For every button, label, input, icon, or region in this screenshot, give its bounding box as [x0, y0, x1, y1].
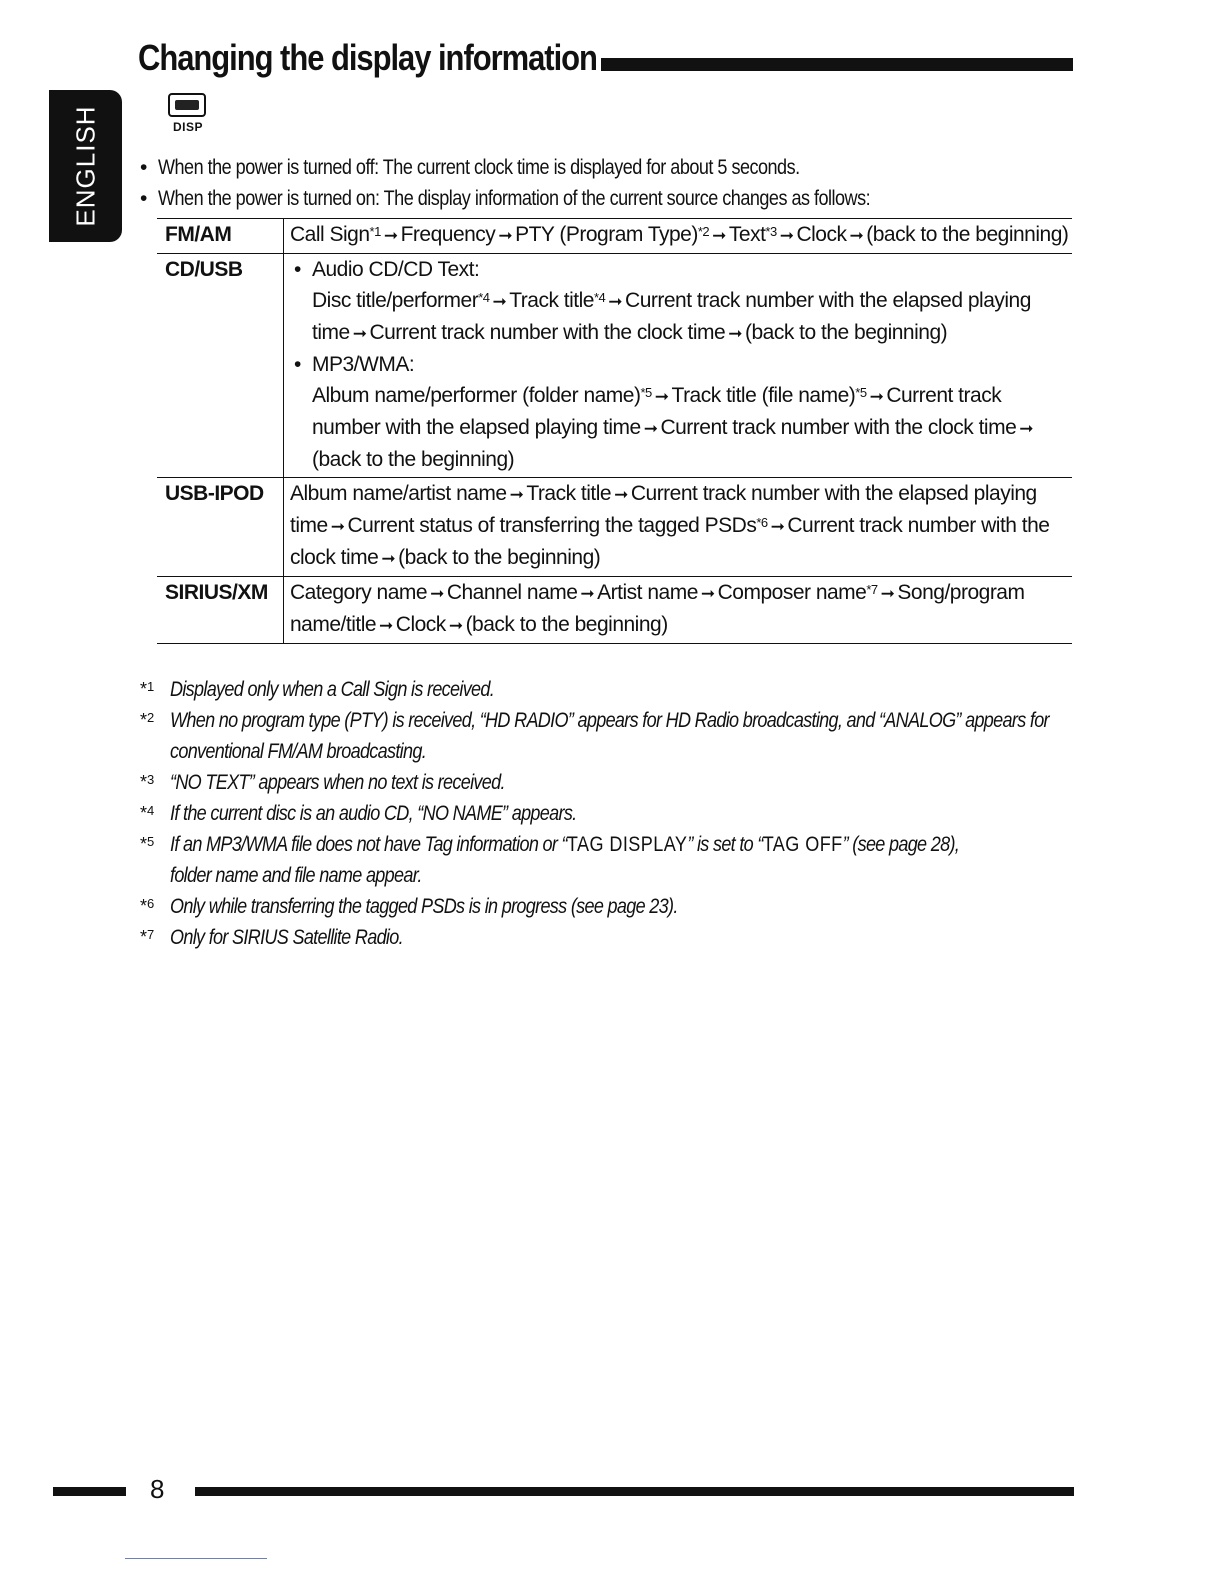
page-number: 8 — [150, 1474, 165, 1504]
sub-sequence — [290, 380, 1072, 475]
language-tab — [49, 90, 122, 242]
arrow-icon: ➞ — [869, 387, 884, 406]
page-title-row — [138, 36, 1073, 80]
footnote-text: Only for SIRIUS Satellite Radio. — [170, 926, 403, 949]
footnote-mark: *$^3$ — [140, 772, 155, 792]
footnote-ref: *6 — [756, 515, 768, 530]
display-sequence-table — [157, 218, 1072, 644]
display-text: TAG OFF — [762, 833, 843, 856]
seq-item: Clock — [395, 613, 446, 636]
footnote-ref: *1 — [369, 224, 381, 239]
arrow-icon: ➞ — [728, 324, 742, 343]
arrow-icon: ➞ — [498, 226, 513, 245]
footer-hairline — [125, 1558, 267, 1559]
footnote-ref: *5 — [640, 385, 652, 400]
arrow-icon: ➞ — [430, 584, 444, 603]
seq-item: Current status of transferring the tagged PSDs — [347, 514, 757, 537]
seq-item: Current track number with the clock time — [369, 321, 726, 344]
seq-item: (back to the beginning) — [866, 223, 1069, 246]
arrow-icon: ➞ — [448, 616, 463, 635]
footnote-mark: *$^4$ — [140, 803, 155, 823]
arrow-icon: ➞ — [643, 419, 658, 438]
source-label: USB-IPOD — [157, 478, 284, 577]
table-row — [157, 254, 1072, 478]
seq-item: Frequency — [400, 223, 496, 246]
sub-heading: • Audio CD/CD Text: — [290, 254, 1072, 285]
footer-rule-left — [53, 1487, 126, 1496]
footnote — [140, 829, 1080, 891]
footnote-text: “NO TEXT” appears when no text is received. — [170, 771, 505, 794]
disp-button-illustration — [168, 93, 208, 134]
seq-item: Channel name — [446, 581, 578, 604]
seq-item: (back to the beginning) — [312, 448, 515, 471]
seq-item: Album name/artist name — [290, 482, 507, 505]
bullet-text: When the power is turned off: The current clock time is displayed for about 5 seconds. — [158, 156, 800, 179]
source-label: CD/USB — [157, 254, 284, 478]
footnote-text: When no program type (PTY) is received, “HD RADIO” appears for HD Radio broadcasting, and “ANALOG” appears for — [170, 709, 1049, 732]
seq-item: Call Sign — [290, 223, 370, 246]
arrow-icon: ➞ — [849, 226, 864, 245]
seq-item: Text — [728, 223, 766, 246]
arrow-icon: ➞ — [712, 226, 726, 245]
arrow-icon: ➞ — [509, 485, 524, 504]
bullet-item — [138, 152, 1088, 183]
language-tab-label: ENGLISH — [70, 105, 100, 227]
footnote-mark: *$^1$ — [140, 679, 155, 699]
arrow-icon: ➞ — [381, 549, 396, 568]
seq-item: Track title — [526, 482, 612, 505]
sequence-description — [284, 219, 1073, 254]
page-title: Changing the display information — [138, 37, 597, 78]
footnote-text: Only while transferring the tagged PSDs is in progress (see page 23). — [170, 895, 678, 918]
source-label: FM/AM — [157, 219, 284, 254]
intro-bullets — [138, 152, 1088, 214]
footnote-mark: *$^7$ — [140, 927, 155, 947]
arrow-icon: ➞ — [880, 584, 895, 603]
sub-sequence — [290, 285, 1072, 349]
seq-item: (back to the beginning) — [744, 321, 948, 344]
footnote-mark: *$^6$ — [140, 896, 155, 916]
seq-item: Artist name — [597, 581, 698, 604]
arrow-icon: ➞ — [608, 292, 623, 311]
table-row — [157, 219, 1072, 254]
footnote-text-cont: folder name and file name appear. — [170, 864, 422, 887]
seq-item: Disc title/performer — [312, 289, 479, 312]
footnote-ref: *4 — [478, 290, 490, 305]
arrow-icon: ➞ — [614, 485, 628, 504]
arrow-icon: ➞ — [779, 226, 794, 245]
sequence-description — [284, 254, 1073, 478]
footnote-ref: *4 — [593, 290, 606, 305]
footnotes — [140, 674, 1080, 953]
seq-item: Album name/performer (folder name) — [312, 384, 641, 407]
arrow-icon: ➞ — [379, 616, 393, 635]
title-rule — [601, 58, 1073, 71]
seq-item: Current track number with the clock time — [290, 514, 1050, 569]
footnote-text: If the current disc is an audio CD, “NO NAME” appears. — [170, 802, 577, 825]
arrow-icon: ➞ — [383, 226, 398, 245]
footnote — [140, 922, 1080, 953]
seq-item: Category name — [290, 581, 428, 604]
seq-item: Song/program name/title — [290, 581, 1025, 636]
arrow-icon: ➞ — [700, 584, 715, 603]
footer-rule-right — [195, 1487, 1074, 1496]
seq-item: (back to the beginning) — [465, 613, 668, 636]
disp-button-label: DISP — [173, 120, 204, 134]
seq-item: Current track number with the elapsed playing time — [312, 384, 1002, 439]
table-row — [157, 577, 1072, 644]
bullet-text: When the power is turned on: The display information of the current source changes as follows: — [158, 187, 871, 210]
seq-item: Current track number with the clock time — [660, 416, 1017, 439]
arrow-icon: ➞ — [492, 292, 507, 311]
seq-item: Current track number with the elapsed playing time — [290, 482, 1037, 537]
footnote-mark: *$^5$ — [140, 834, 155, 854]
footnote-text-cont: conventional FM/AM broadcasting. — [170, 740, 427, 763]
sequence-description — [284, 577, 1073, 644]
arrow-icon: ➞ — [654, 387, 669, 406]
footnote-text: Displayed only when a Call Sign is received. — [170, 678, 495, 701]
seq-item: Current track number with the elapsed playing time — [312, 289, 1031, 344]
arrow-icon: ➞ — [580, 584, 595, 603]
footnote — [140, 767, 1080, 798]
arrow-icon: ➞ — [352, 324, 367, 343]
sequence-description — [284, 478, 1073, 577]
footnote — [140, 798, 1080, 829]
footnote-ref: *3 — [765, 224, 777, 239]
footnote-mark: *$^2$ — [140, 710, 155, 730]
footnote-ref: *5 — [855, 385, 867, 400]
seq-item: Clock — [796, 223, 847, 246]
seq-item: (back to the beginning) — [398, 546, 601, 569]
seq-item: Track title — [509, 289, 594, 312]
arrow-icon: ➞ — [770, 517, 785, 536]
footnote-ref: *2 — [697, 224, 710, 239]
footnote-text: If an MP3/WMA file does not have Tag information or “TAG DISPLAY” is set to “TAG OFF” (see page 28), — [170, 833, 960, 856]
table-row — [157, 478, 1072, 577]
source-label: SIRIUS/XM — [157, 577, 284, 644]
footnote — [140, 705, 1080, 767]
arrow-icon: ➞ — [330, 517, 345, 536]
footnote — [140, 674, 1080, 705]
sub-heading: • MP3/WMA: — [290, 349, 1072, 380]
display-text: TAG DISPLAY — [566, 833, 688, 856]
seq-item: Composer name — [717, 581, 867, 604]
arrow-icon: ➞ — [1019, 419, 1033, 438]
bullet-item — [138, 183, 1088, 214]
footnote — [140, 891, 1080, 922]
footnote-ref: *7 — [866, 582, 878, 597]
seq-item: PTY (Program Type) — [515, 223, 698, 246]
seq-item: Track title (file name) — [671, 384, 856, 407]
disp-button-icon — [168, 93, 206, 117]
